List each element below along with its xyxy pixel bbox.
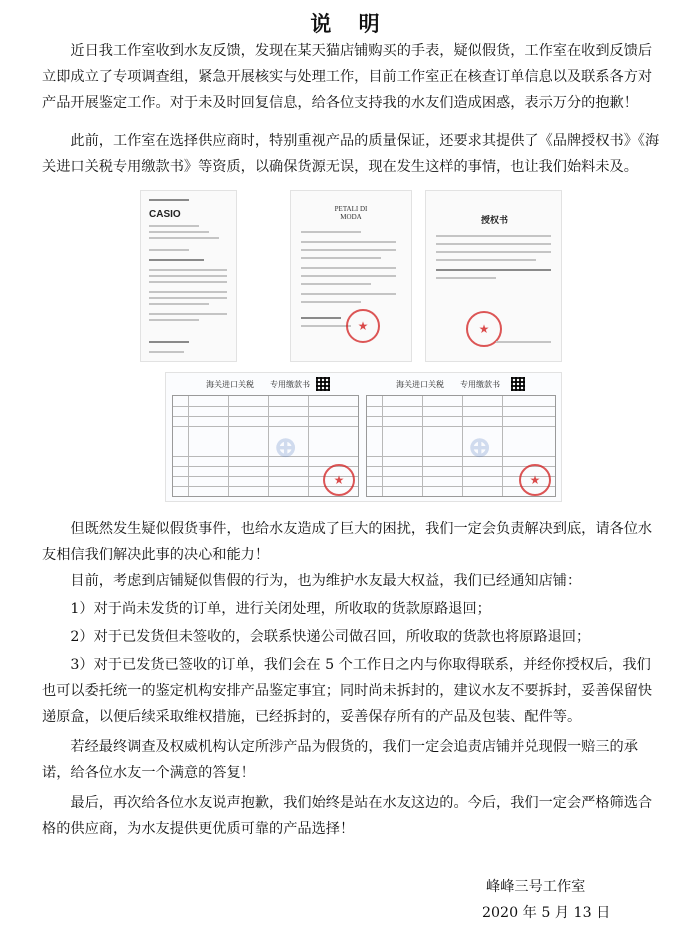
petali-logo: PETALI DI MODA bbox=[334, 205, 368, 221]
casio-letter-image bbox=[140, 190, 237, 362]
customs-slip-header: 海关进口关税 专用缴款书 bbox=[396, 380, 500, 389]
red-seal-icon bbox=[323, 464, 355, 496]
paragraph-commitment: 但既然发生疑似假货事件，也给水友造成了巨大的困扰，我们一定会负责解决到底，请各位水友相信我们解决此事的决心和能力！ bbox=[42, 521, 653, 563]
customs-slip-table: ⊕ ★ bbox=[366, 395, 556, 497]
paragraph-supplier: 此前，工作室在选择供应商时，特别重视产品的质量保证，还要求其提供了《品牌授权书》《海关进口关税专用缴款书》等资质，以确保货源无误，现在发生这样的事情，也让我们始料未及。 bbox=[42, 133, 660, 175]
signature-org: 峰峰三号工作室 bbox=[486, 879, 586, 895]
customs-payment-slips-image bbox=[165, 372, 562, 502]
customs-slip-header: 海关进口关税 专用缴款书 bbox=[206, 380, 310, 389]
paragraph-intro: 近日我工作室收到水友反馈，发现在某天猫店铺购买的手表，疑似假货，工作室在收到反馈后立即成立了专项调查组，紧急开展核实与处理工作，目前工作室正在核查订单信息以及联系各方对产品开展鉴定工作。对于未及时回复信息，给各位支持我的水友们造成困惑，表示万分的抱歉！ bbox=[42, 43, 653, 111]
customs-slip-table: ⊕ ★ bbox=[172, 395, 359, 497]
page-title: 说 明 bbox=[310, 11, 390, 36]
authorization-title: 授权书 bbox=[481, 216, 509, 226]
red-seal-icon bbox=[519, 464, 551, 496]
signature-date: 2020 年 5 月 13 日 bbox=[482, 905, 611, 921]
measure-item-2: 2）对于已发货但未签收的，会联系快递公司做召回，所收取的货款也将原路退回； bbox=[70, 629, 591, 645]
petali-letter-image bbox=[290, 190, 412, 362]
authorization-letter-image bbox=[425, 190, 562, 362]
qr-code-icon bbox=[511, 377, 525, 391]
red-seal-icon bbox=[346, 309, 380, 343]
paragraph-closing: 最后，再次给各位水友说声抱歉，我们始终是站在水友这边的。今后，我们一定会严格筛选合格的供应商，为水友提供更优质可靠的产品选择！ bbox=[42, 795, 653, 837]
paragraph-compensation: 若经最终调查及权威机构认定所涉产品为假货的，我们一定会追责店铺并兑现假一赔三的承诺，给各位水友一个满意的答复！ bbox=[42, 739, 638, 781]
qr-code-icon bbox=[316, 377, 330, 391]
measure-item-3: 3）对于已发货已签收的订单，我们会在 5 个工作日之内与你取得联系，并经你授权后，我们也可以委托统一的鉴定机构安排产品鉴定事宜；同时尚未拆封的，建议水友不要拆封，妥善保留快递原盒，以便后续采取维权措施，已经拆封的，妥善保存所有的产品及包装、配件等。 bbox=[42, 657, 653, 725]
certificate-images bbox=[140, 190, 560, 500]
paragraph-measures-intro: 目前，考虑到店铺疑似售假的行为，也为维护水友最大权益，我们已经通知店铺： bbox=[70, 573, 582, 589]
measure-item-1: 1）对于尚未发货的订单，进行关闭处理，所收取的货款原路退回； bbox=[70, 601, 491, 617]
casio-logo: CASIO bbox=[149, 209, 181, 220]
